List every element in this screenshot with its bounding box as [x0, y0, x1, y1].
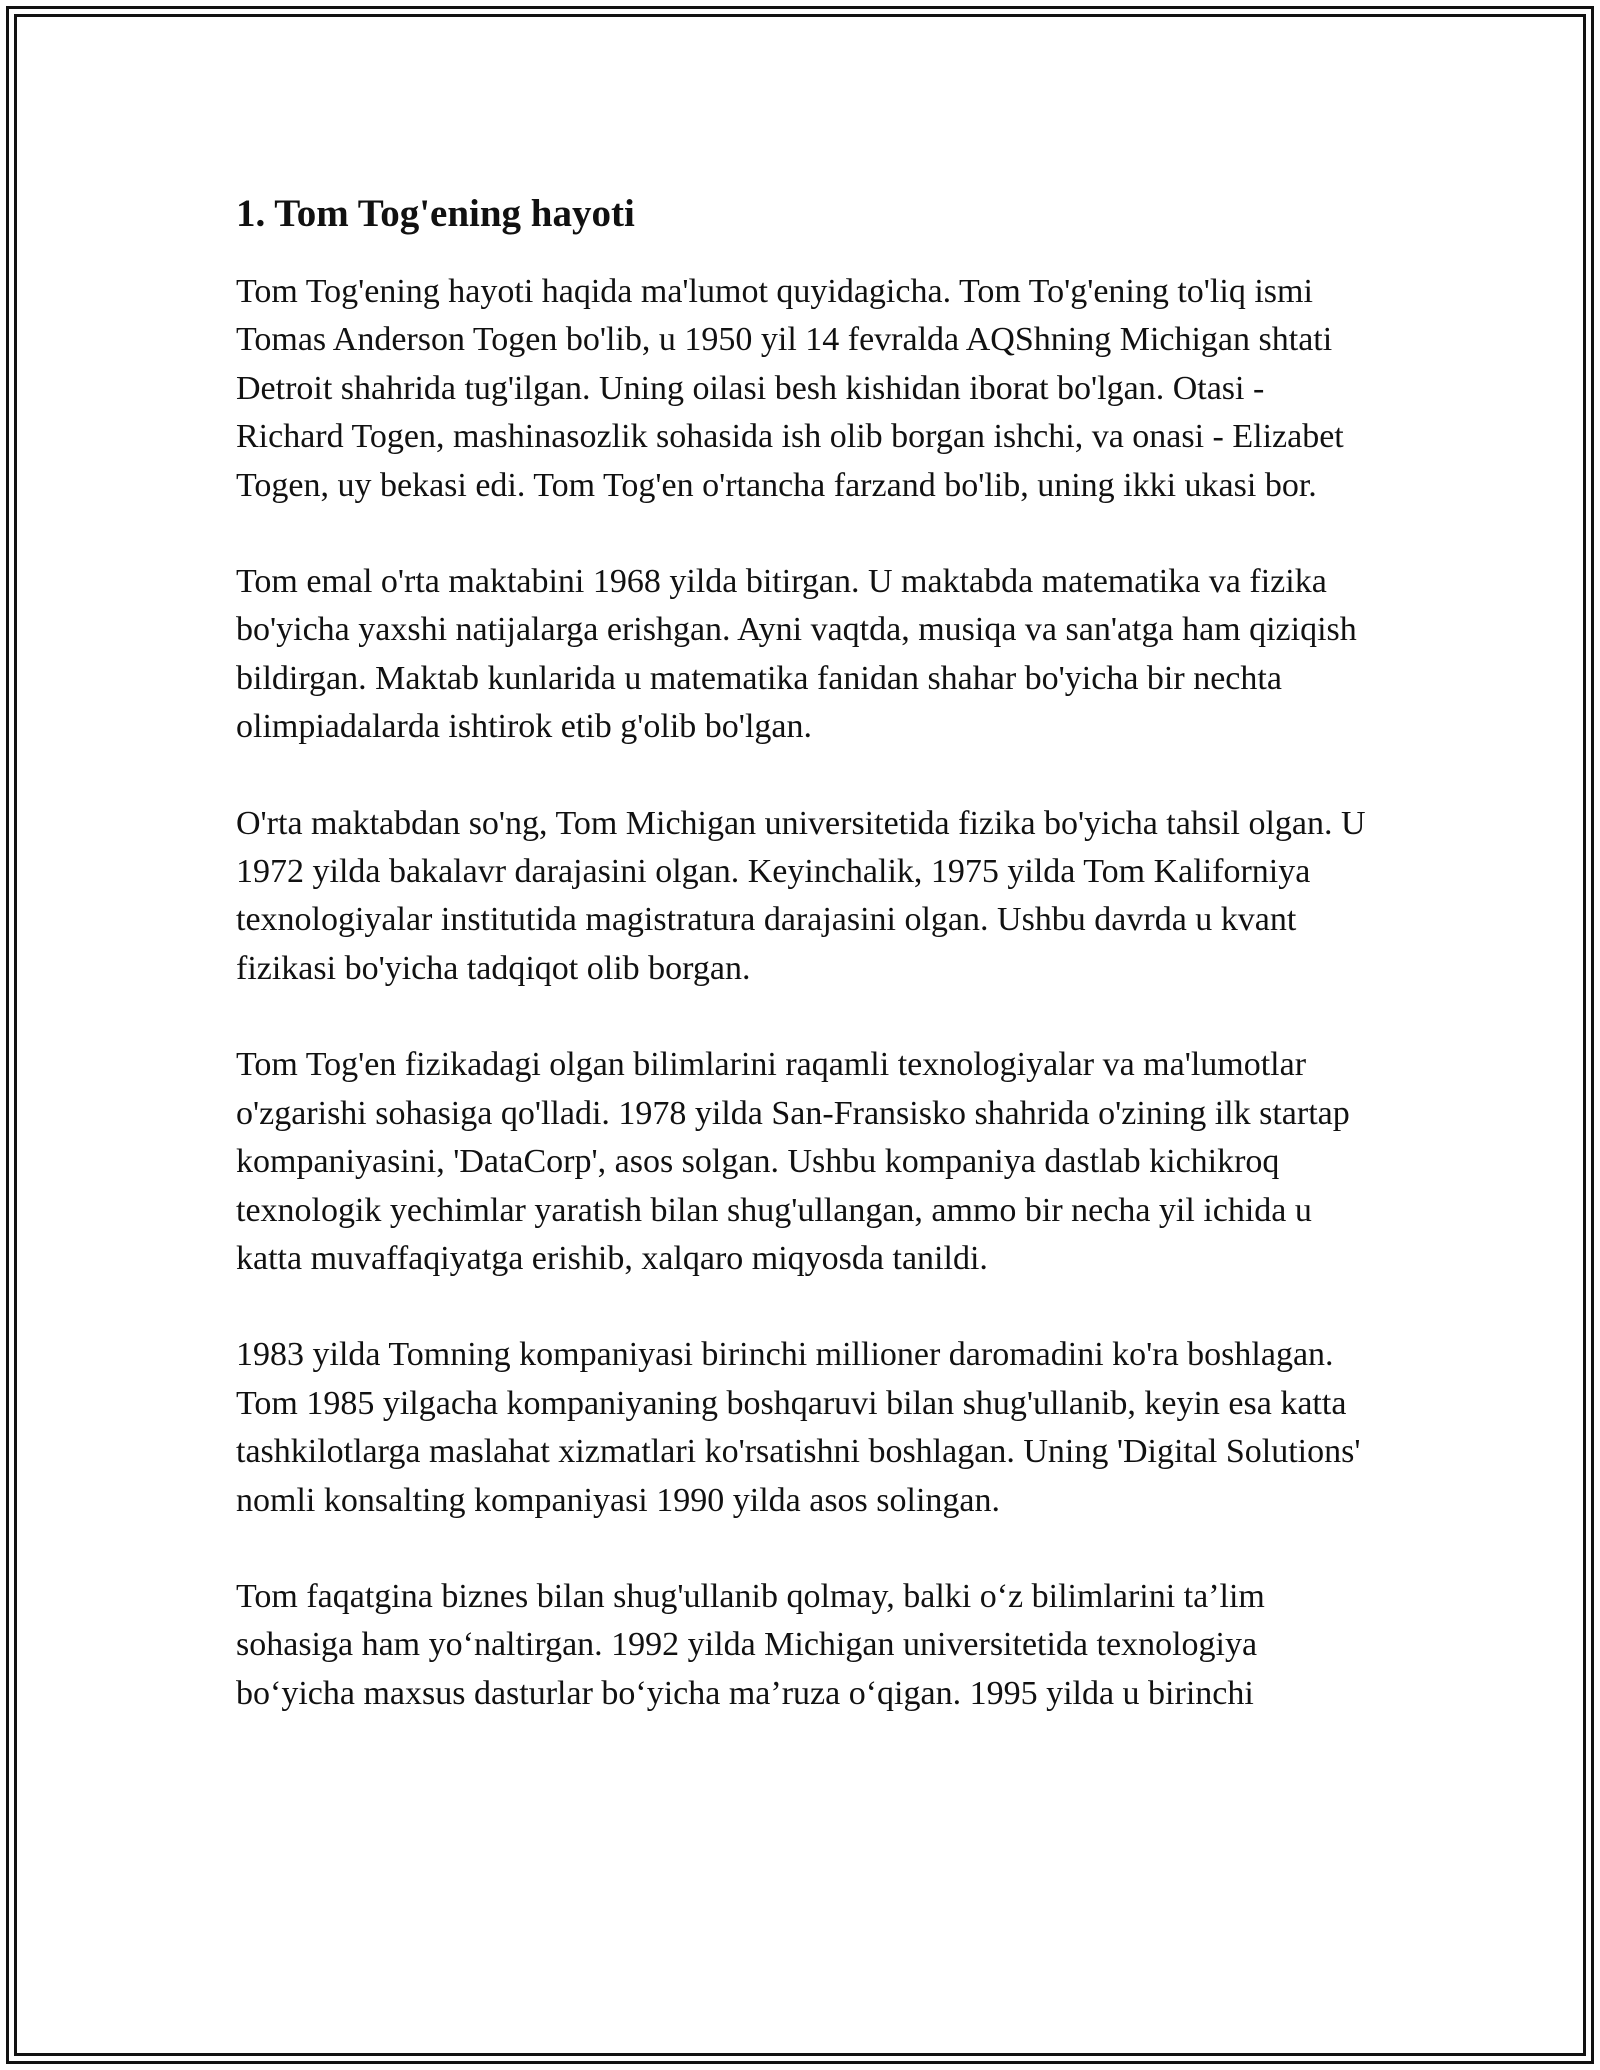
paragraph-university: O'rta maktabdan so'ng, Tom Michigan universitetida fizika bo'yicha tahsil olgan. U 1972 yilda bakalavr darajasini olgan. Keyinchalik, 1975 yilda Tom Kaliforniya texnologiyalar institutida magistratura darajasini olgan. Ushbu davrda u kvant fizikasi bo'yicha tadqiqot olib borgan.	[236, 804, 1366, 987]
paragraph-education: Tom faqatgina biznes bilan shug'ullanib qolmay, balki o‘z bilimlarini ta’lim sohasiga ham yo‘naltirgan. 1992 yilda Michigan universitetida texnologiya bo‘yicha maxsus dasturlar bo‘yicha ma’ruza o‘qigan. 1995 yilda u birinchi	[236, 1577, 1265, 1712]
paragraph-business: 1983 yilda Tomning kompaniyasi birinchi millioner daromadini ko'ra boshlagan. Tom 1985 yilgacha kompaniyaning boshqaruvi bilan shug'ullanib, keyin esa katta tashkilotlarga maslahat xizmatlari ko'rsatishni boshlagan. Uning 'Digital Solutions' nomli konsalting kompaniyasi 1990 yilda asos solingan.	[236, 1336, 1361, 1519]
paragraph-school: Tom emal o'rta maktabini 1968 yilda bitirgan. U maktabda matematika va fizika bo'yicha yaxshi natijalarga erishgan. Ayni vaqtda, musiqa va san'atga ham qiziqish bildirgan. Maktab kunlarida u matematika fanidan shahar bo'yicha bir nechta olimpiadalarda ishtirok etib g'olib bo'lgan.	[236, 563, 1357, 746]
paragraph-early-life: Tom Tog'ening hayoti haqida ma'lumot quyidagicha. Tom To'g'ening to'liq ismi Tomas Anderson Togen bo'lib, u 1950 yil 14 fevralda AQShning Michigan shtati Detroit shahrida tug'ilgan. Uning oilasi besh kishidan iborat bo'lgan. Otasi - Richard Togen, mashinasozlik sohasida ish olib borgan ishchi, va onasi - Elizabet Togen, uy bekasi edi. Tom Tog'en o'rtancha farzand bo'lib, uning ikki ukasi bor.	[236, 273, 1344, 504]
section-heading: 1. Tom Tog'ening hayoti	[236, 192, 635, 235]
document-body	[236, 188, 1376, 1766]
paragraph-career: Tom Tog'en fizikadagi olgan bilimlarini raqamli texnologiyalar va ma'lumotlar o'zgarishi sohasiga qo'lladi. 1978 yilda San-Fransisko shahrida o'zining ilk startap kompaniyasini, 'DataCorp', asos solgan. Ushbu kompaniya dastlab kichikroq texnologik yechimlar yaratish bilan shug'ullangan, ammo bir necha yil ichida u katta muvaffaqiyatga erishib, xalqaro miqyosda tanildi.	[236, 1046, 1350, 1277]
